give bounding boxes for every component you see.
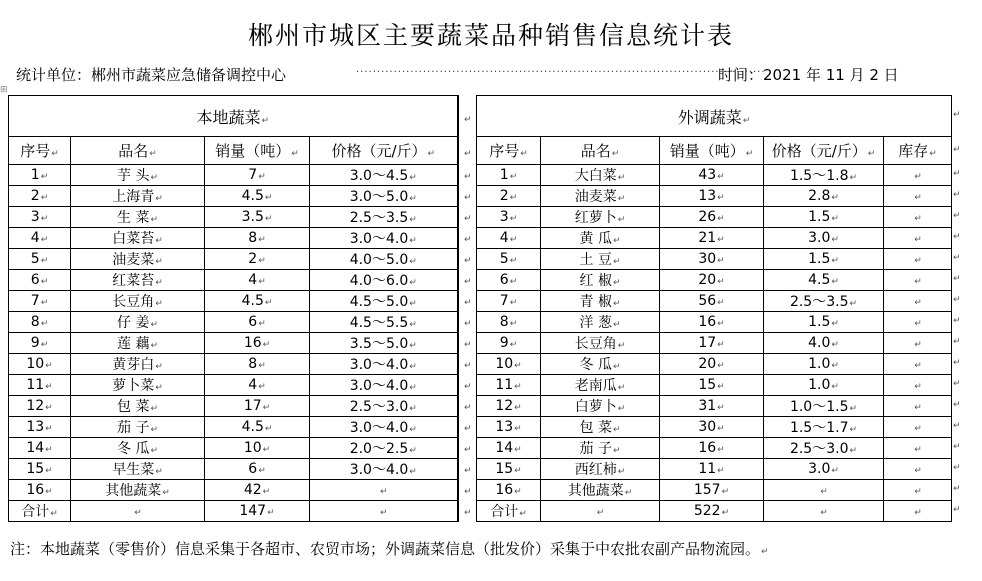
header-cell: 序号↵ <box>9 137 71 165</box>
local-name-cell: 仔 姜↵ <box>71 312 205 333</box>
imported-stock-cell: ↵ <box>884 270 952 291</box>
table-row <box>9 396 952 417</box>
imported-no-cell: 4↵ <box>477 228 541 249</box>
imported-price-cell: 3.0↵ <box>764 459 884 480</box>
local-qty-cell: 7↵ <box>205 165 310 186</box>
row-end-mark: ↵ <box>953 400 961 410</box>
divider-cell: ↵ <box>458 249 477 270</box>
local-price-cell: 3.0～4.0↵ <box>310 375 458 396</box>
imported-price-cell: 2.5～3.0↵ <box>764 438 884 459</box>
row-end-mark: ↵ <box>953 505 961 515</box>
imported-qty-cell: 20↵ <box>660 270 764 291</box>
table-handle-icon[interactable]: ⊞ <box>0 85 8 95</box>
imported-qty-cell: 21↵ <box>660 228 764 249</box>
local-price-cell: 4.5～5.0↵ <box>310 291 458 312</box>
imported-qty-cell: 16↵ <box>660 438 764 459</box>
divider-cell: ↵ <box>458 354 477 375</box>
local-no-cell: 3↵ <box>9 207 71 228</box>
divider-cell: ↵ <box>458 459 477 480</box>
local-no-cell: 6↵ <box>9 270 71 291</box>
imported-name-cell: 冬 瓜↵ <box>541 354 660 375</box>
row-end-mark: ↵ <box>953 253 961 263</box>
meta-row <box>16 64 926 84</box>
local-no-cell: 11↵ <box>9 375 71 396</box>
imported-no-cell: 10↵ <box>477 354 541 375</box>
local-no-cell: 7↵ <box>9 291 71 312</box>
imported-no-cell: 2↵ <box>477 186 541 207</box>
local-no-cell: 15↵ <box>9 459 71 480</box>
imported-qty-cell: 31↵ <box>660 396 764 417</box>
local-name-cell: 萝卜菜↵ <box>71 375 205 396</box>
imported-qty-cell: 16↵ <box>660 312 764 333</box>
row-end-mark: ↵ <box>953 274 961 284</box>
row-end-mark: ↵ <box>953 110 961 120</box>
imported-qty-cell: 43↵ <box>660 165 764 186</box>
imported-no-cell: 11↵ <box>477 375 541 396</box>
local-price-cell: 3.0～4.5↵ <box>310 165 458 186</box>
divider-cell: ↵ <box>458 480 477 501</box>
divider-cell: ↵ <box>458 396 477 417</box>
row-end-mark: ↵ <box>953 316 961 326</box>
divider-cell: ↵ <box>458 312 477 333</box>
imported-stock-cell: ↵ <box>884 207 952 228</box>
divider-cell: ↵ <box>458 207 477 228</box>
divider-cell: ↵ <box>458 165 477 186</box>
empty-cell: ↵ <box>884 501 952 522</box>
imported-name-cell: 洋 葱↵ <box>541 312 660 333</box>
imported-price-cell: 3.0↵ <box>764 228 884 249</box>
local-price-cell: 3.5～5.0↵ <box>310 333 458 354</box>
imported-no-cell: 6↵ <box>477 270 541 291</box>
row-end-mark: ↵ <box>953 144 961 155</box>
divider-cell: ↵ <box>458 137 477 165</box>
imported-price-cell: 1.0～1.5↵ <box>764 396 884 417</box>
imported-qty-cell: 20↵ <box>660 354 764 375</box>
local-price-cell: ↵ <box>310 480 458 501</box>
local-no-cell: 8↵ <box>9 312 71 333</box>
local-name-cell: 生 菜↵ <box>71 207 205 228</box>
footnote: 注：本地蔬菜（零售价）信息采集于各超市、农贸市场；外调蔬菜信息（批发价）采集于中农批农副产品物流园。↵ <box>10 540 769 558</box>
imported-price-cell: 1.5↵ <box>764 249 884 270</box>
empty-cell: ↵ <box>541 501 660 522</box>
imported-total-qty: 522↵ <box>660 501 764 522</box>
imported-qty-cell: 13↵ <box>660 186 764 207</box>
local-qty-cell: 3.5↵ <box>205 207 310 228</box>
divider-cell: ↵ <box>458 417 477 438</box>
divider-cell: ↵ <box>458 228 477 249</box>
imported-qty-cell: 30↵ <box>660 249 764 270</box>
local-no-cell: 2↵ <box>9 186 71 207</box>
local-price-cell: 3.0～4.0↵ <box>310 354 458 375</box>
imported-stock-cell: ↵ <box>884 480 952 501</box>
local-price-cell: 3.0～4.0↵ <box>310 459 458 480</box>
local-no-cell: 5↵ <box>9 249 71 270</box>
imported-stock-cell: ↵ <box>884 291 952 312</box>
local-price-cell: 3.0～4.0↵ <box>310 417 458 438</box>
local-no-cell: 16↵ <box>9 480 71 501</box>
imported-stock-cell: ↵ <box>884 312 952 333</box>
local-total-qty: 147↵ <box>205 501 310 522</box>
imported-stock-cell: ↵ <box>884 228 952 249</box>
imported-name-cell: 土 豆↵ <box>541 249 660 270</box>
local-qty-cell: 10↵ <box>205 438 310 459</box>
imported-price-cell: 1.5～1.7↵ <box>764 417 884 438</box>
row-end-mark: ↵ <box>953 211 961 221</box>
divider-cell: ↵ <box>458 501 477 522</box>
imported-name-cell: 其他蔬菜↵ <box>541 480 660 501</box>
imported-name-cell: 大白菜↵ <box>541 165 660 186</box>
imported-no-cell: 5↵ <box>477 249 541 270</box>
vegetable-table <box>8 95 952 522</box>
local-name-cell: 油麦菜↵ <box>71 249 205 270</box>
imported-stock-cell: ↵ <box>884 438 952 459</box>
imported-stock-cell: ↵ <box>884 354 952 375</box>
table-row <box>9 186 952 207</box>
local-qty-cell: 17↵ <box>205 396 310 417</box>
imported-name-cell: 青 椒↵ <box>541 291 660 312</box>
divider-cell: ↵ <box>458 96 477 137</box>
table-row <box>9 354 952 375</box>
local-name-cell: 其他蔬菜↵ <box>71 480 205 501</box>
imported-no-cell: 3↵ <box>477 207 541 228</box>
divider-cell: ↵ <box>458 291 477 312</box>
imported-qty-cell: 30↵ <box>660 417 764 438</box>
imported-stock-cell: ↵ <box>884 186 952 207</box>
imported-price-cell: 2.5～3.5↵ <box>764 291 884 312</box>
imported-name-cell: 茄 子↵ <box>541 438 660 459</box>
imported-qty-cell: 15↵ <box>660 375 764 396</box>
imported-stock-cell: ↵ <box>884 375 952 396</box>
header-cell: 价格（元/斤）↵ <box>310 137 458 165</box>
local-price-cell: 4.5～5.5↵ <box>310 312 458 333</box>
imported-stock-cell: ↵ <box>884 396 952 417</box>
local-price-cell: 4.0～6.0↵ <box>310 270 458 291</box>
imported-no-cell: 14↵ <box>477 438 541 459</box>
imported-price-cell: 4.5↵ <box>764 270 884 291</box>
local-no-cell: 14↵ <box>9 438 71 459</box>
header-cell: 序号↵ <box>477 137 541 165</box>
imported-price-cell: 1.5～1.8↵ <box>764 165 884 186</box>
imported-stock-cell: ↵ <box>884 459 952 480</box>
divider-cell: ↵ <box>458 333 477 354</box>
local-name-cell: 早生菜↵ <box>71 459 205 480</box>
local-price-cell: 2.5～3.0↵ <box>310 396 458 417</box>
local-price-cell: 2.5～3.5↵ <box>310 207 458 228</box>
local-price-cell: 2.0～2.5↵ <box>310 438 458 459</box>
group-imported: 外调蔬菜↵ <box>477 96 952 137</box>
imported-stock-cell: ↵ <box>884 333 952 354</box>
local-no-cell: 9↵ <box>9 333 71 354</box>
table-row <box>9 480 952 501</box>
imported-name-cell: 油麦菜↵ <box>541 186 660 207</box>
imported-qty-cell: 26↵ <box>660 207 764 228</box>
local-name-cell: 上海青↵ <box>71 186 205 207</box>
local-qty-cell: 8↵ <box>205 228 310 249</box>
table-row <box>9 312 952 333</box>
local-qty-cell: 4.5↵ <box>205 291 310 312</box>
row-end-mark: ↵ <box>953 232 961 242</box>
imported-name-cell: 老南瓜↵ <box>541 375 660 396</box>
imported-name-cell: 包 菜↵ <box>541 417 660 438</box>
imported-no-cell: 1↵ <box>477 165 541 186</box>
header-cell: 销量（吨）↵ <box>660 137 764 165</box>
imported-total-label: 合计↵ <box>477 501 541 522</box>
local-qty-cell: 8↵ <box>205 354 310 375</box>
local-qty-cell: 42↵ <box>205 480 310 501</box>
divider-cell: ↵ <box>458 270 477 291</box>
table-row <box>9 249 952 270</box>
local-name-cell: 冬 瓜↵ <box>71 438 205 459</box>
local-name-cell: 白菜苔↵ <box>71 228 205 249</box>
imported-no-cell: 13↵ <box>477 417 541 438</box>
imported-no-cell: 12↵ <box>477 396 541 417</box>
leader-dots: ·································································································· <box>356 67 766 78</box>
imported-qty-cell: 17↵ <box>660 333 764 354</box>
imported-price-cell: 1.0↵ <box>764 354 884 375</box>
row-end-mark: ↵ <box>953 190 961 200</box>
local-name-cell: 包 菜↵ <box>71 396 205 417</box>
imported-no-cell: 16↵ <box>477 480 541 501</box>
local-no-cell: 10↵ <box>9 354 71 375</box>
local-qty-cell: 4↵ <box>205 375 310 396</box>
imported-name-cell: 长豆角↵ <box>541 333 660 354</box>
local-name-cell: 红菜苔↵ <box>71 270 205 291</box>
imported-name-cell: 白萝卜↵ <box>541 396 660 417</box>
table-row <box>9 207 952 228</box>
local-no-cell: 1↵ <box>9 165 71 186</box>
imported-qty-cell: 56↵ <box>660 291 764 312</box>
local-no-cell: 13↵ <box>9 417 71 438</box>
table-row <box>9 165 952 186</box>
row-end-mark: ↵ <box>953 442 961 452</box>
imported-price-cell: 4.0↵ <box>764 333 884 354</box>
imported-price-cell: 1.5↵ <box>764 312 884 333</box>
empty-cell: ↵ <box>71 501 205 522</box>
header-cell: 品名↵ <box>541 137 660 165</box>
imported-price-cell: 1.5↵ <box>764 207 884 228</box>
table-row <box>9 438 952 459</box>
totals-row <box>9 501 952 522</box>
local-name-cell: 长豆角↵ <box>71 291 205 312</box>
local-name-cell: 芋 头↵ <box>71 165 205 186</box>
table-row <box>9 228 952 249</box>
imported-name-cell: 红萝卜↵ <box>541 207 660 228</box>
imported-no-cell: 7↵ <box>477 291 541 312</box>
imported-price-cell: 1.0↵ <box>764 375 884 396</box>
local-price-cell: 3.0～5.0↵ <box>310 186 458 207</box>
group-header-row <box>9 96 952 137</box>
local-name-cell: 茄 子↵ <box>71 417 205 438</box>
local-qty-cell: 4.5↵ <box>205 417 310 438</box>
header-cell: 价格（元/斤）↵ <box>764 137 884 165</box>
imported-qty-cell: 157↵ <box>660 480 764 501</box>
column-header-row <box>9 137 952 165</box>
local-no-cell: 12↵ <box>9 396 71 417</box>
row-end-mark: ↵ <box>953 358 961 368</box>
table-row <box>9 291 952 312</box>
local-no-cell: 4↵ <box>9 228 71 249</box>
imported-no-cell: 8↵ <box>477 312 541 333</box>
group-local: 本地蔬菜↵ <box>9 96 458 137</box>
row-end-mark: ↵ <box>953 337 961 347</box>
local-name-cell: 莲 藕↵ <box>71 333 205 354</box>
empty-cell: ↵ <box>310 501 458 522</box>
divider-cell: ↵ <box>458 186 477 207</box>
local-qty-cell: 6↵ <box>205 459 310 480</box>
local-qty-cell: 6↵ <box>205 312 310 333</box>
imported-no-cell: 9↵ <box>477 333 541 354</box>
page-title: 郴州市城区主要蔬菜品种销售信息统计表 <box>247 21 734 50</box>
local-price-cell: 4.0～5.0↵ <box>310 249 458 270</box>
header-cell: 销量（吨）↵ <box>205 137 310 165</box>
imported-stock-cell: ↵ <box>884 249 952 270</box>
row-end-mark: ↵ <box>953 463 961 473</box>
table-row <box>9 333 952 354</box>
local-qty-cell: 4↵ <box>205 270 310 291</box>
imported-stock-cell: ↵ <box>884 417 952 438</box>
row-end-mark: ↵ <box>953 169 961 179</box>
row-end-mark: ↵ <box>953 379 961 389</box>
imported-name-cell: 红 椒↵ <box>541 270 660 291</box>
empty-cell: ↵ <box>764 501 884 522</box>
local-qty-cell: 16↵ <box>205 333 310 354</box>
local-qty-cell: 2↵ <box>205 249 310 270</box>
date-label: 时间：2021 年 11 月 2 日 <box>718 66 899 84</box>
local-name-cell: 黄芽白↵ <box>71 354 205 375</box>
unit-label: 统计单位：郴州市蔬菜应急储备调控中心 <box>16 66 287 84</box>
imported-name-cell: 黄 瓜↵ <box>541 228 660 249</box>
local-qty-cell: 4.5↵ <box>205 186 310 207</box>
divider-cell: ↵ <box>458 375 477 396</box>
divider-cell: ↵ <box>458 438 477 459</box>
row-end-mark: ↵ <box>953 484 961 494</box>
table-row <box>9 270 952 291</box>
imported-price-cell: 2.8↵ <box>764 186 884 207</box>
row-end-mark: ↵ <box>953 421 961 431</box>
imported-stock-cell: ↵ <box>884 165 952 186</box>
imported-no-cell: 15↵ <box>477 459 541 480</box>
imported-qty-cell: 11↵ <box>660 459 764 480</box>
table-row <box>9 417 952 438</box>
imported-price-cell: ↵ <box>764 480 884 501</box>
row-end-mark: ↵ <box>953 295 961 305</box>
header-cell: 品名↵ <box>71 137 205 165</box>
local-total-label: 合计↵ <box>9 501 71 522</box>
imported-name-cell: 西红柿↵ <box>541 459 660 480</box>
table-row <box>9 375 952 396</box>
header-cell: 库存↵ <box>884 137 952 165</box>
local-price-cell: 3.0～4.0↵ <box>310 228 458 249</box>
table-row <box>9 459 952 480</box>
